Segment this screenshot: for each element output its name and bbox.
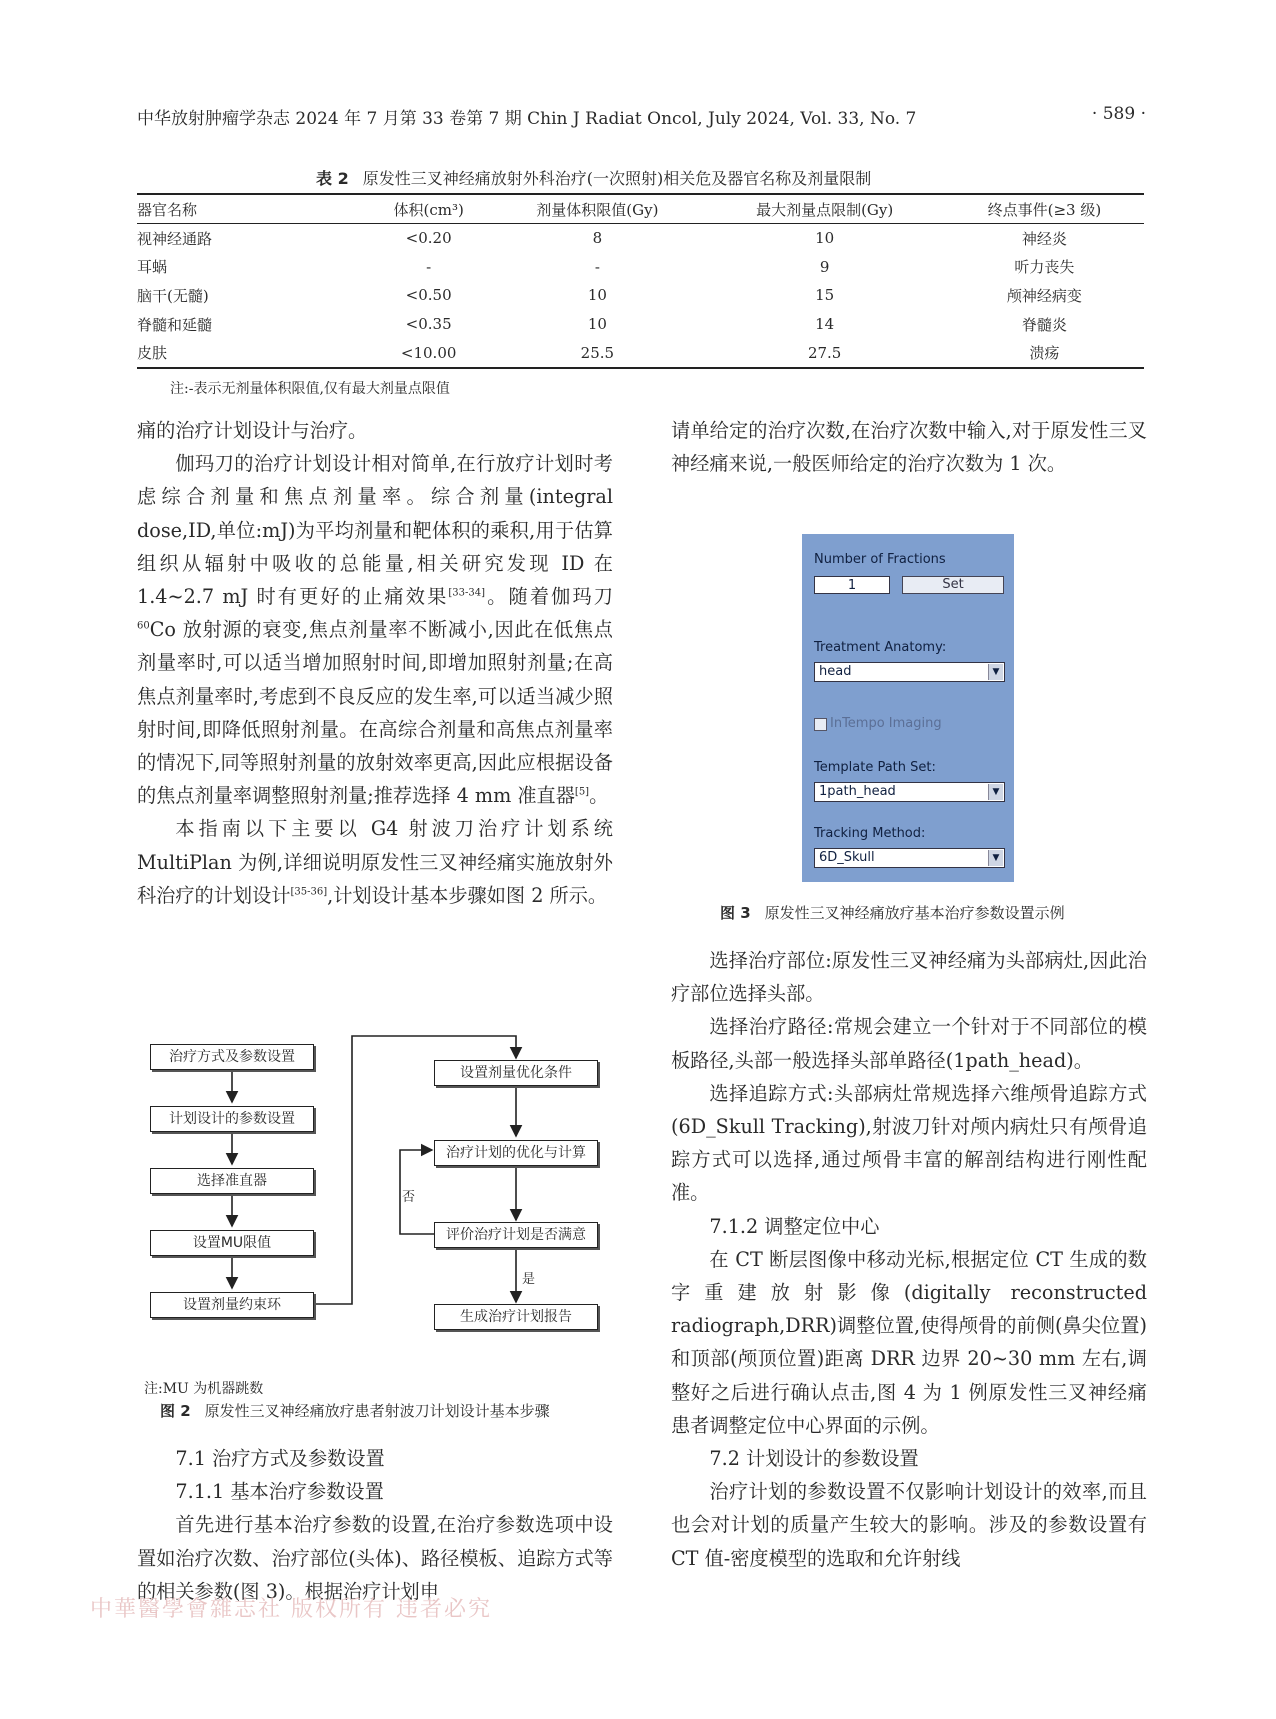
cell: 视神经通路 (137, 229, 213, 248)
no-label: 否 (402, 1190, 416, 1205)
publisher-watermark: 中華醫學會雜志社 版权所有 违者必究 (90, 1597, 492, 1622)
flow-step: 设置MU限值 (150, 1230, 314, 1256)
figure-label: 图 2 (160, 1402, 191, 1420)
table-row (137, 253, 1144, 282)
cell: 10 (587, 315, 607, 334)
path-select[interactable] (814, 782, 1005, 802)
subsection-heading: 7.1.2 调整定位中心 (709, 1214, 880, 1238)
col-endpoint: 终点事件(≥3 级) (945, 194, 1144, 224)
col-max-dose: 最大剂量点限制(Gy) (704, 194, 944, 224)
col-dose-volume: 剂量体积限值(Gy) (490, 194, 704, 224)
intempo-checkbox[interactable] (814, 718, 827, 731)
table-row (137, 310, 1144, 339)
figure-note: 注:MU 为机器跳数 (144, 1381, 264, 1397)
figure-label: 图 3 (720, 904, 751, 922)
text: Co 放射源的衰变,焦点剂量率不断减小,因此在低焦点剂量率时,可以适当增加照射时间,即增加照射剂量;在高焦点剂量率时,考虑到不良反应的发生率,可以适当减少照射时间,即降低照射剂量。在高综合剂量和高焦点剂量率的情况下,同等照射剂量的放射效率更高,因此应根据设备的焦点剂量率调整照射剂量;推荐选择 4 mm 准直器 (137, 618, 613, 808)
anatomy-select[interactable] (814, 662, 1005, 682)
text: 伽玛刀的治疗计划设计相对简单,在行放疗计划时考虑综合剂量和焦点剂量率。综合剂量(integral dose,ID,单位:mJ)为平均剂量和靶体积的乘积,用于估算组织从辐射中吸收的总能量,相关研究发现 ID 在 1.4~2.7 mJ 时有更好的止痛效果 (137, 452, 613, 609)
table-label: 表 2 (316, 169, 349, 188)
superscript: 60 (137, 620, 150, 632)
text: 。 (589, 784, 609, 808)
flow-step: 选择准直器 (150, 1168, 314, 1194)
figure-caption (160, 1400, 550, 1421)
citation: [5] (574, 786, 590, 798)
subsection-heading: 7.1.1 基本治疗参数设置 (175, 1480, 384, 1504)
running-header: 中华放射肿瘤学杂志 2024 年 7 月第 33 卷第 7 期 Chin J Radiat Oncol, July 2024, Vol. 33, No. 7 (137, 109, 917, 129)
left-column-bottom (137, 1442, 613, 1608)
col-organ: 器官名称 (137, 194, 367, 224)
flow-step: 计划设计的参数设置 (150, 1106, 314, 1132)
fractions-input[interactable]: 1 (814, 576, 890, 594)
cell: 27.5 (704, 338, 944, 368)
paragraph: 请单给定的治疗次数,在治疗次数中输入,对于原发性三叉神经痛来说,一般医师给定的治疗次数为 1 次。 (671, 419, 1147, 476)
cell: <10.00 (367, 338, 490, 368)
flow-step: 设置剂量约束环 (150, 1292, 314, 1318)
cell: <0.20 (405, 229, 452, 248)
chevron-down-icon[interactable]: ▼ (988, 784, 1003, 800)
text: ,计划设计基本步骤如图 2 所示。 (327, 883, 608, 907)
cell: 10 (815, 229, 835, 248)
paragraph: 在 CT 断层图像中移动光标,根据定位 CT 生成的数字重建放射影像(digitally reconstructed radiograph,DRR)调整位置,使得颅骨的前侧(鼻尖位置)和顶部(颅顶位置)距离 DRR 边界 20~30 mm 左右,调整好之后进行确认点击,图 4 为 1 例原发性三叉神经痛患者调整定位中心界面的示例。 (671, 1247, 1147, 1437)
tracking-value: 6D_Skull (819, 850, 875, 865)
flow-step: 评价治疗计划是否满意 (434, 1222, 598, 1248)
cell: 14 (815, 315, 835, 334)
paragraph (137, 447, 613, 812)
organ-dose-table (137, 193, 1144, 369)
cell: 神经炎 (1021, 229, 1067, 248)
flow-step: 设置剂量优化条件 (434, 1060, 598, 1086)
cell: <0.35 (405, 315, 452, 334)
paragraph: 痛的治疗计划设计与治疗。 (137, 419, 368, 442)
cell: 颅神经病变 (1006, 286, 1082, 305)
cell: 15 (815, 286, 835, 305)
path-value: 1path_head (819, 784, 896, 799)
intempo-label: InTempo Imaging (830, 716, 942, 731)
table-note: 注:-表示无剂量体积限值,仅有最大剂量点限值 (170, 381, 450, 397)
text: 。随着伽玛刀 (485, 585, 613, 609)
paragraph: 选择治疗部位:原发性三叉神经痛为头部病灶,因此治疗部位选择头部。 (671, 949, 1147, 1006)
cell: 脊髓和延髓 (137, 315, 213, 334)
flow-step: 治疗方式及参数设置 (150, 1044, 314, 1070)
cell: 9 (819, 257, 830, 276)
treatment-parameter-panel (802, 534, 1014, 882)
section-heading: 7.1 治疗方式及参数设置 (175, 1447, 385, 1470)
cell: 25.5 (490, 338, 704, 368)
cell: 耳蜗 (137, 258, 168, 277)
flow-step: 生成治疗计划报告 (434, 1304, 598, 1330)
table-title: 原发性三叉神经痛放射外科治疗(一次照射)相关危及器官名称及剂量限制 (362, 169, 872, 188)
path-label: Template Path Set: (814, 760, 936, 775)
cell: 溃疡 (945, 338, 1144, 368)
cell: 8 (592, 229, 603, 248)
text: 本指南以下主要以 G4 射波刀治疗计划系统 MultiPlan 为例,详细说明原发性三叉神经痛实施放射外科治疗的计划设计 (137, 817, 613, 907)
cell: <0.50 (405, 286, 452, 305)
figure-title: 原发性三叉神经痛放疗患者射波刀计划设计基本步骤 (204, 1402, 550, 1420)
cell: 脑干(无髓) (137, 286, 209, 305)
left-column (137, 414, 613, 912)
citation: [33-34] (448, 587, 486, 599)
table-row (137, 281, 1144, 310)
tracking-label: Tracking Method: (814, 826, 926, 841)
paragraph: 选择追踪方式:头部病灶常规选择六维颅骨追踪方式(6D_Skull Tracking),射波刀针对颅内病灶只有颅骨追踪方式可以选择,通过颅骨丰富的解剖结构进行刚性配准。 (671, 1081, 1147, 1205)
tracking-select[interactable] (814, 848, 1005, 868)
table-header-row (137, 194, 1144, 224)
paragraph (137, 812, 613, 912)
flow-step: 治疗计划的优化与计算 (434, 1140, 598, 1166)
set-button[interactable]: Set (902, 576, 1004, 594)
cell: - (594, 257, 600, 276)
anatomy-label: Treatment Anatomy: (814, 640, 947, 655)
cell: 皮肤 (137, 338, 367, 368)
cell: 听力丧失 (1014, 258, 1075, 277)
section-heading: 7.2 计划设计的参数设置 (709, 1447, 919, 1471)
paragraph: 治疗计划的参数设置不仅影响计划设计的效率,而且也会对计划的质量产生较大的影响。涉及的参数设置有 CT 值-密度模型的选取和允许射线 (671, 1480, 1147, 1570)
paragraph: 首先进行基本治疗参数的设置,在治疗参数选项中设置如治疗次数、治疗部位(头体)、路径模板、追踪方式等的相关参数(图 3)。根据治疗计划申 (137, 1513, 613, 1603)
page-number: · 589 · (1091, 104, 1146, 124)
fractions-label: Number of Fractions (814, 552, 946, 567)
col-volume: 体积(cm³) (367, 194, 490, 224)
table-row (137, 338, 1144, 368)
flowchart (140, 1028, 620, 1348)
table-caption (316, 166, 871, 189)
paragraph: 选择治疗路径:常规会建立一个针对于不同部位的模板路径,头部一般选择头部单路径(1path_head)。 (671, 1015, 1147, 1072)
yes-label: 是 (522, 1272, 536, 1287)
table-row (137, 224, 1144, 253)
chevron-down-icon[interactable]: ▼ (988, 664, 1003, 680)
figure-caption (720, 902, 1065, 923)
anatomy-value: head (819, 664, 852, 679)
cell: - (426, 257, 432, 276)
citation: [35-36] (290, 886, 328, 898)
cell: 脊髓炎 (1021, 315, 1067, 334)
figure-title: 原发性三叉神经痛放疗基本治疗参数设置示例 (764, 904, 1065, 922)
right-column-bottom (671, 944, 1147, 1575)
cell: 10 (587, 286, 607, 305)
chevron-down-icon[interactable]: ▼ (988, 850, 1003, 866)
right-column-top (671, 414, 1147, 480)
